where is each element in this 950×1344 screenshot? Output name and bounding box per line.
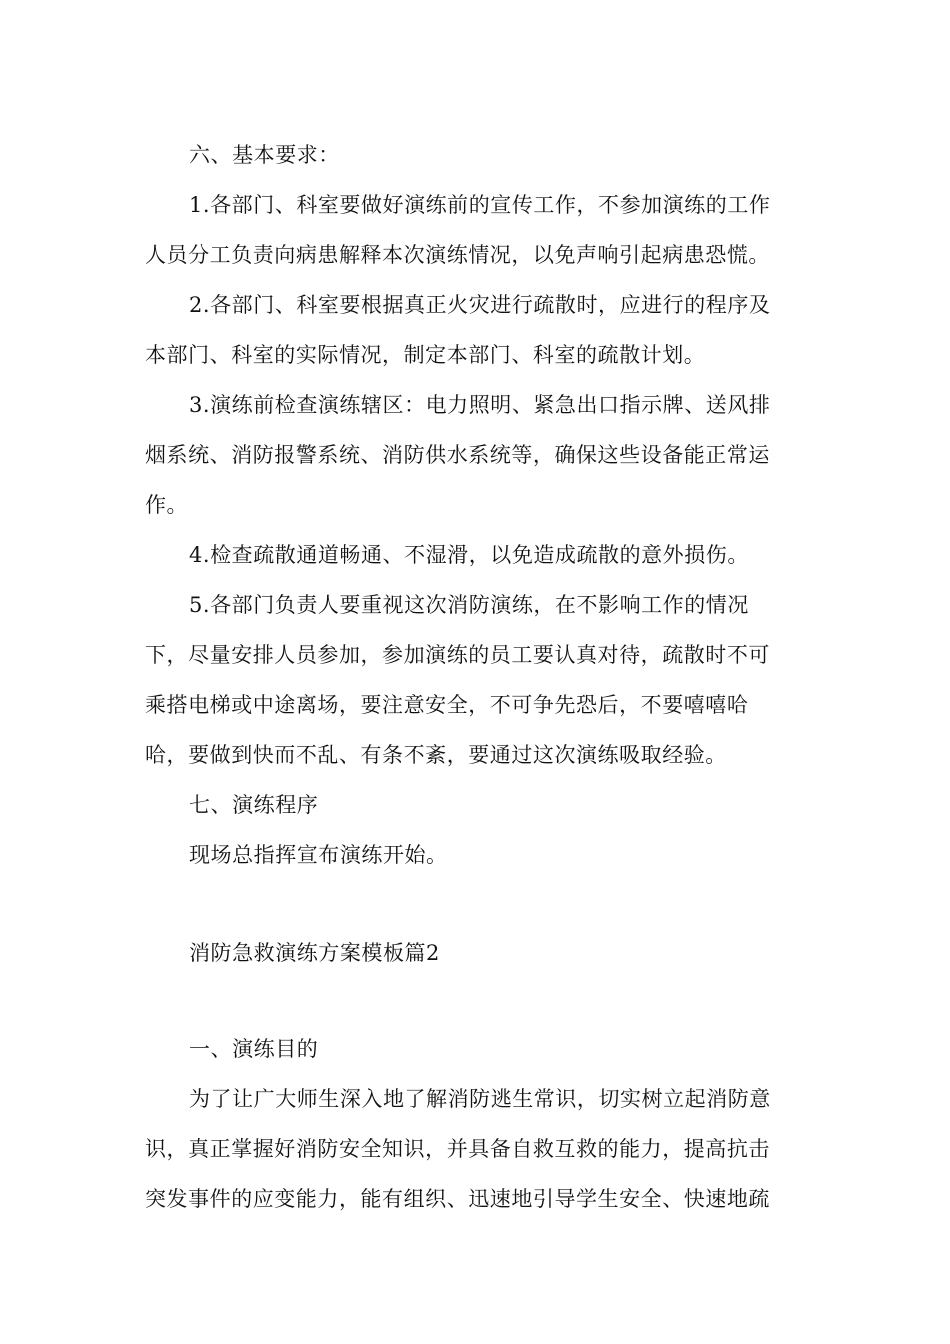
section-heading-basic-requirements: 六、基本要求：: [189, 143, 340, 167]
paragraph-line: 本部门、科室的实际情况，制定本部门、科室的疏散计划。: [145, 343, 706, 367]
document-title-part-2: 消防急救演练方案模板篇2: [189, 941, 440, 965]
paragraph-line: 下，尽量安排人员参加，参加演练的员工要认真对待，疏散时不可: [145, 643, 770, 667]
paragraph-line: 人员分工负责向病患解释本次演练情况，以免声响引起病患恐慌。: [145, 243, 770, 267]
paragraph-line: 乘搭电梯或中途离场，要注意安全，不可争先恐后，不要嘻嘻哈: [145, 693, 749, 717]
paragraph-line: 3.演练前检查演练辖区：电力照明、紧急出口指示牌、送风排: [189, 393, 771, 417]
section-heading-drill-purpose: 一、演练目的: [189, 1037, 319, 1061]
paragraph-line: 5.各部门负责人要重视这次消防演练，在不影响工作的情况: [189, 593, 749, 617]
document-body: [145, 130, 805, 1224]
paragraph-line: 4.检查疏散通道畅通、不湿滑，以免造成疏散的意外损伤。: [189, 543, 749, 567]
paragraph-line: 2.各部门、科室要根据真正火灾进行疏散时，应进行的程序及: [189, 293, 771, 317]
paragraph-line: 1.各部门、科室要做好演练前的宣传工作，不参加演练的工作: [189, 193, 771, 217]
paragraph-line: 作。: [145, 493, 189, 517]
section-heading-drill-procedure: 七、演练程序: [189, 793, 319, 817]
paragraph-line: 烟系统、消防报警系统、消防供水系统等，确保这些设备能正常运: [145, 443, 770, 467]
paragraph-line: 现场总指挥宣布演练开始。: [189, 843, 448, 867]
paragraph-line: 哈，要做到快而不乱、有条不紊，要通过这次演练吸取经验。: [145, 743, 727, 767]
paragraph-line: 为了让广大师生深入地了解消防逃生常识，切实树立起消防意: [189, 1087, 771, 1111]
paragraph-line: 识，真正掌握好消防安全知识，并具备自救互救的能力，提高抗击: [145, 1137, 770, 1161]
paragraph-line: 突发事件的应变能力，能有组织、迅速地引导学生安全、快速地疏: [145, 1187, 770, 1211]
